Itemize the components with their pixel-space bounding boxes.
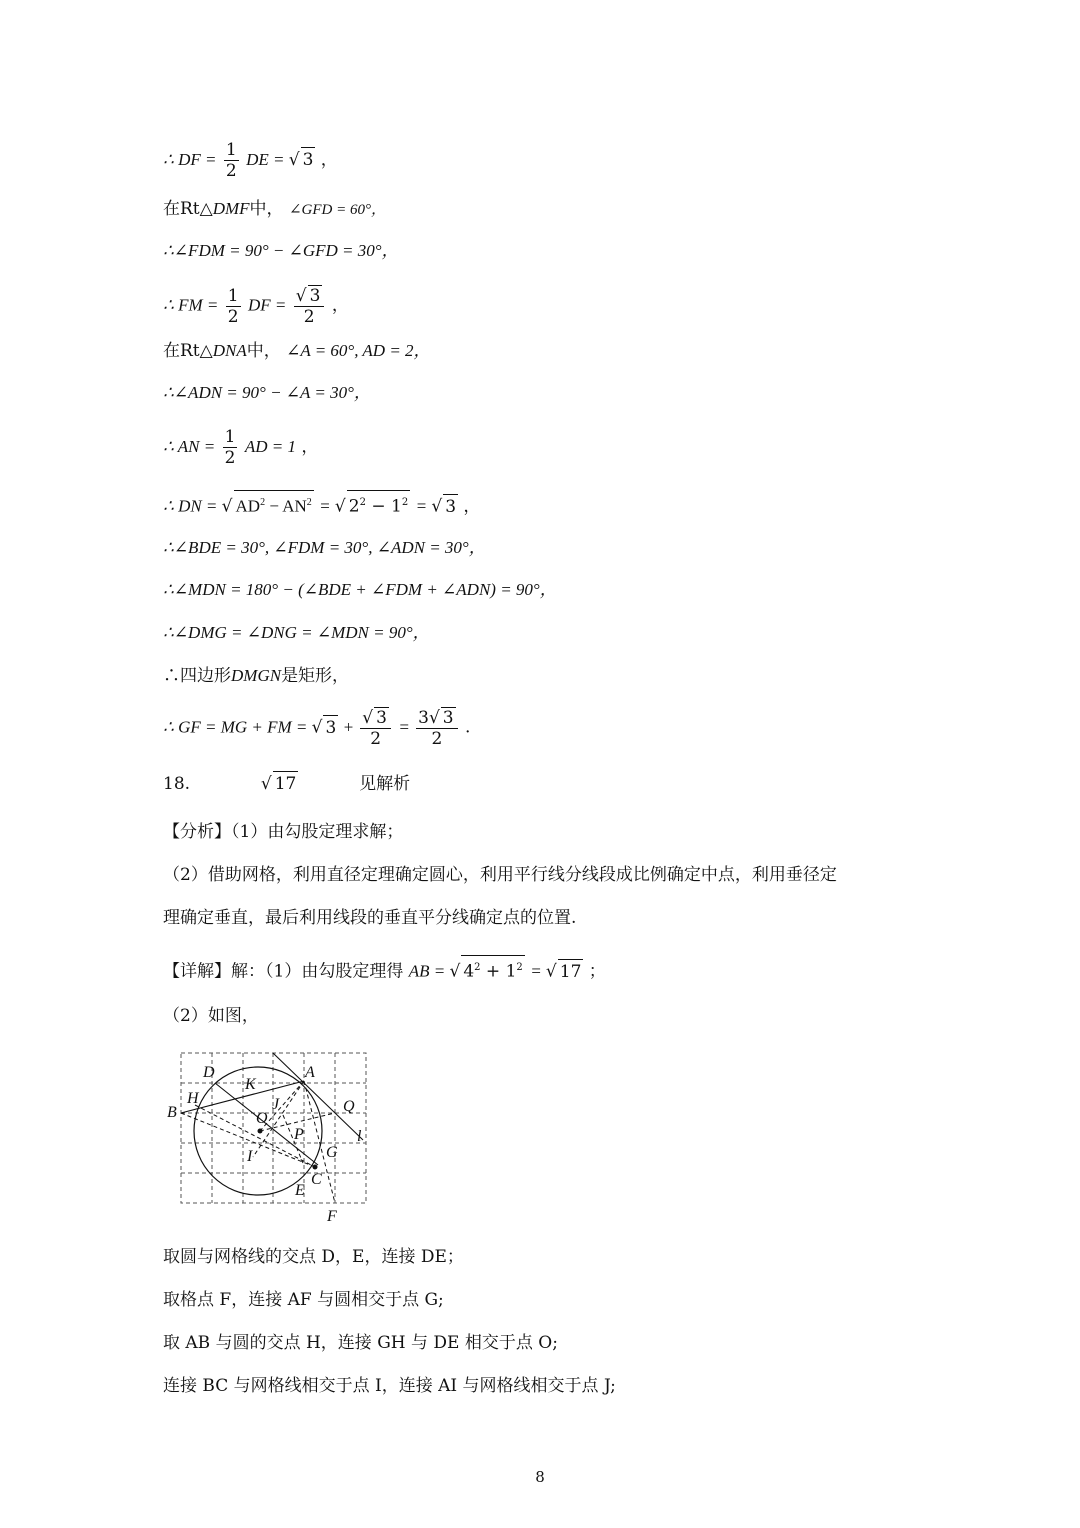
label-j: J bbox=[272, 1096, 280, 1113]
label-k: K bbox=[245, 1076, 256, 1093]
point-g bbox=[313, 1165, 318, 1170]
line-l bbox=[273, 1053, 363, 1140]
step-1: 取圆与网格线的交点 D，E，连接 DE； bbox=[163, 1247, 464, 1267]
question-18-answer: 18. √ 17 见解析 bbox=[163, 771, 410, 796]
geometry-figure bbox=[163, 1045, 373, 1225]
text-rt-dmf: 在Rt△DMF中， ∠GFD = 60°， bbox=[163, 199, 386, 219]
detail-1: 【详解】解：（1）由勾股定理得 AB = √ $4^2 + 1^2$ = √ 17 ； bbox=[163, 955, 606, 984]
label-l: l bbox=[357, 1128, 362, 1145]
analysis-3: 理确定垂直，最后利用线段的垂直平分线确定点的位置. bbox=[163, 908, 577, 928]
label-a: A bbox=[305, 1064, 315, 1081]
label-q: Q bbox=[343, 1098, 355, 1115]
step-2: 取格点 F，连接 AF 与圆相交于点 G; bbox=[163, 1290, 444, 1310]
text-rt-dna: 在Rt△DNA中， ∠A = 60°, AD = 2， bbox=[163, 341, 431, 361]
equation-mdn: ∴∠MDN = 180° − (∠BDE + ∠FDM + ∠ADN) = 90°， bbox=[163, 580, 557, 599]
step-4: 连接 BC 与网格线相交于点 I，连接 AI 与网格线相交于点 J; bbox=[163, 1376, 616, 1396]
equation-gf: ∴ GF = MG + FM = √ 3 + $\frac{√ 3}{2}$ = $\frac{3√ 3}{2}$ . bbox=[163, 708, 471, 749]
text-rectangle: ∴四边形DMGN是矩形， bbox=[163, 666, 350, 686]
point-o bbox=[258, 1129, 263, 1134]
label-c: C bbox=[311, 1171, 322, 1188]
equation-fm: ∴ FM = $\frac{1}{2}$ DF = $\frac{√ 3}{2}$ ， bbox=[163, 285, 349, 327]
equation-fdm: ∴∠FDM = 90° − ∠GFD = 30°， bbox=[163, 241, 399, 260]
detail-2: （2）如图， bbox=[163, 1006, 259, 1026]
label-o: O bbox=[256, 1110, 268, 1127]
label-p: P bbox=[294, 1126, 304, 1143]
analysis-2: （2）借助网格，利用直径定理确定圆心，利用平行线分线段成比例确定中点，利用垂径定 bbox=[163, 865, 837, 885]
step-3: 取 AB 与圆的交点 H，连接 GH 与 DE 相交于点 O; bbox=[163, 1333, 558, 1353]
equation-an: ∴ AN = $\frac{1}{2}$ AD = 1 ， bbox=[163, 427, 319, 468]
line-ab bbox=[181, 1081, 304, 1113]
equation-adn: ∴∠ADN = 90° − ∠A = 30°， bbox=[163, 383, 371, 402]
label-e: E bbox=[295, 1182, 305, 1199]
label-h: H bbox=[187, 1090, 199, 1107]
equation-dmg: ∴∠DMG = ∠DNG = ∠MDN = 90°， bbox=[163, 623, 430, 642]
label-i: I bbox=[247, 1148, 253, 1165]
equation-dn: ∴ DN = √ $AD^2 - AN^2$ = √ $2^2 - 1^2$ = √ 3 ， bbox=[163, 490, 480, 519]
label-d: D bbox=[203, 1064, 215, 1081]
label-f: F bbox=[327, 1208, 337, 1225]
equation-df: ∴ DF = $\frac{1}{2}$ DE = √ 3 ， bbox=[163, 140, 338, 181]
label-b: B bbox=[167, 1104, 177, 1121]
analysis-1: 【分析】（1）由勾股定理求解； bbox=[163, 822, 404, 842]
equation-angles-30: ∴∠BDE = 30°, ∠FDM = 30°, ∠ADN = 30°， bbox=[163, 538, 486, 557]
page-number: 8 bbox=[535, 1468, 545, 1486]
label-g: G bbox=[326, 1144, 338, 1161]
